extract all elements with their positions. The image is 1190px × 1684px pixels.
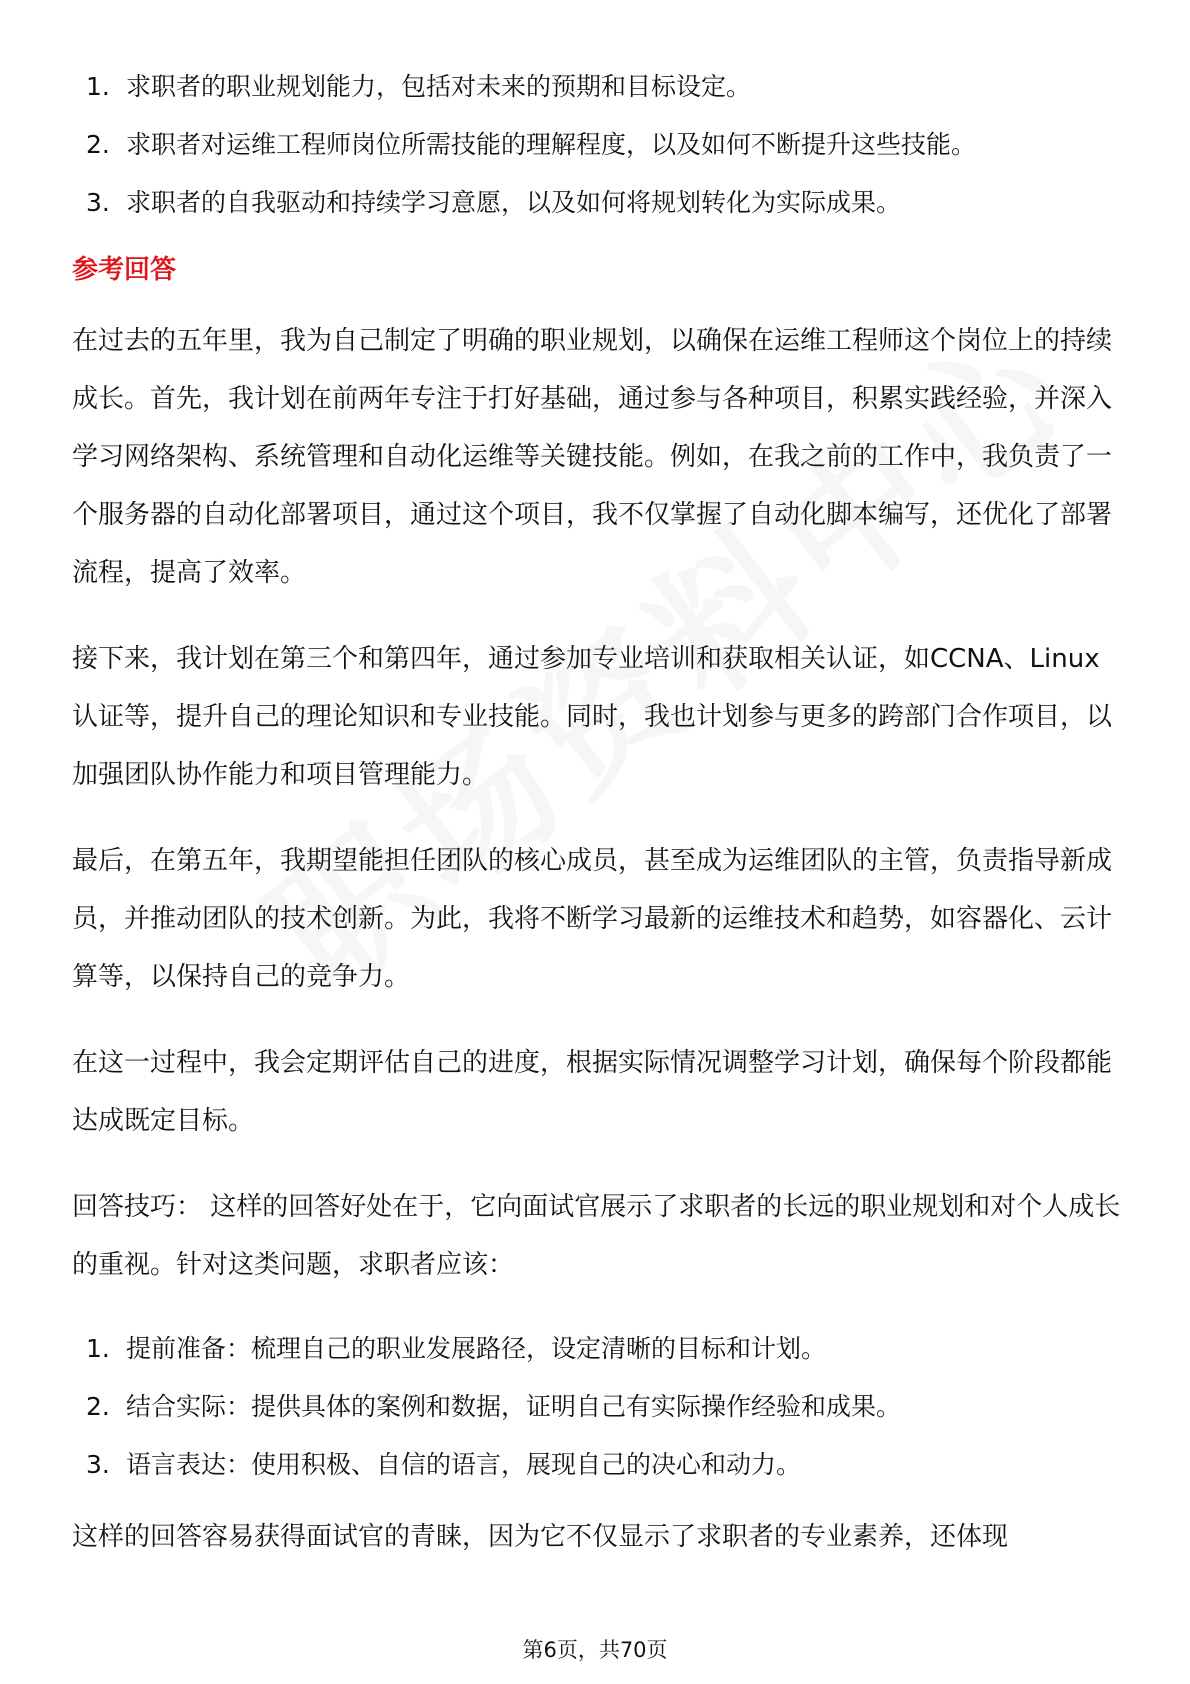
section-heading: 参考回答	[72, 255, 177, 285]
list-item: 3. 语言表达：使用积极、自信的语言，展现自己的决心和动力。	[86, 1450, 802, 1479]
criteria-list	[72, 58, 1122, 232]
paragraph: 接下来，我计划在第三个和第四年，通过参加专业培训和获取相关认证，如CCNA、Linux认证等，提升自己的理论知识和专业技能。同时，我也计划参与更多的跨部门合作项目，以加强团队协作能力和项目管理能力。	[72, 644, 1113, 790]
tips-intro-paragraph: 回答技巧： 这样的回答好处在于，它向面试官展示了求职者的长远的职业规划和对个人成长的重视。针对这类问题，求职者应该：	[72, 1192, 1121, 1280]
paragraph: 在这一过程中，我会定期评估自己的进度，根据实际情况调整学习计划，确保每个阶段都能达成既定目标。	[72, 1048, 1113, 1136]
list-item: 2. 结合实际：提供具体的案例和数据，证明自己有实际操作经验和成果。	[86, 1392, 902, 1421]
list-item: 1. 求职者的职业规划能力，包括对未来的预期和目标设定。	[86, 72, 752, 101]
list-item: 3. 求职者的自我驱动和持续学习意愿，以及如何将规划转化为实际成果。	[86, 188, 902, 217]
list-item: 2. 求职者对运维工程师岗位所需技能的理解程度，以及如何不断提升这些技能。	[86, 130, 977, 159]
page-footer: 第6页，共70页	[522, 1638, 668, 1662]
tips-list	[72, 1320, 1122, 1494]
list-item: 1. 提前准备：梳理自己的职业发展路径，设定清晰的目标和计划。	[86, 1334, 827, 1363]
closing-paragraph: 这样的回答容易获得面试官的青睐，因为它不仅显示了求职者的专业素养，还体现	[72, 1522, 1009, 1552]
page-content	[72, 58, 1122, 1594]
paragraph: 最后，在第五年，我期望能担任团队的核心成员，甚至成为运维团队的主管，负责指导新成员，并推动团队的技术创新。为此，我将不断学习最新的运维技术和趋势，如容器化、云计算等，以保持自己的竞争力。	[72, 846, 1113, 992]
paragraph: 在过去的五年里，我为自己制定了明确的职业规划，以确保在运维工程师这个岗位上的持续成长。首先，我计划在前两年专注于打好基础，通过参与各种项目，积累实践经验，并深入学习网络架构、系统管理和自动化运维等关键技能。例如，在我之前的工作中，我负责了一个服务器的自动化部署项目，通过这个项目，我不仅掌握了自动化脚本编写，还优化了部署流程，提高了效率。	[72, 326, 1113, 588]
